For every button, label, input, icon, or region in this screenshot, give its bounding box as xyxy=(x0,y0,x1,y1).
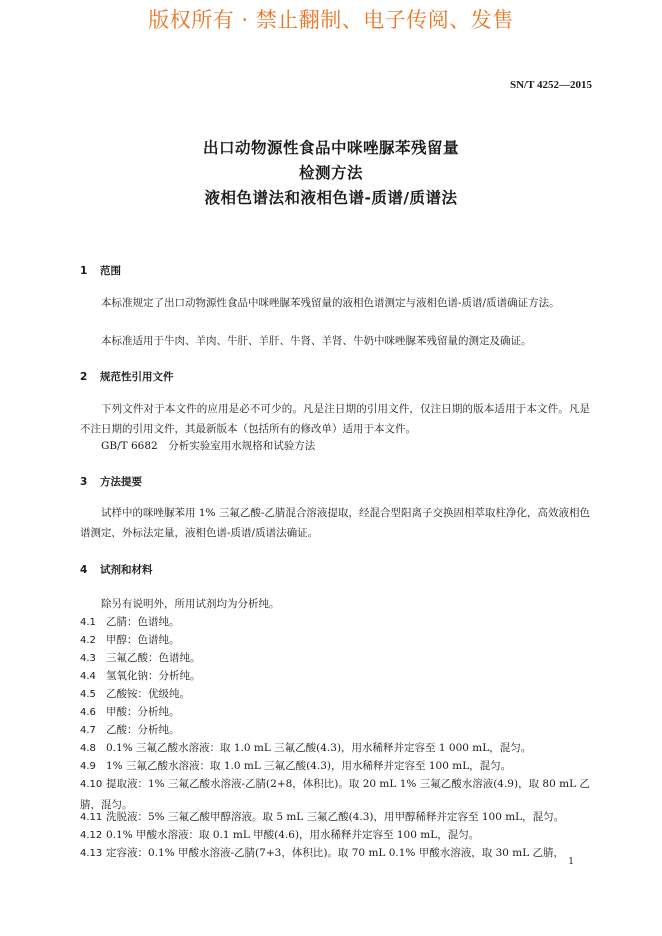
item-number: 4.2 xyxy=(80,635,96,646)
item-text: 1% 三氟乙酸水溶液：取 1.0 mL 三氟乙酸(4.3)，用水稀释并定容至 100 mL，混匀。 xyxy=(106,760,512,772)
section-number: 4 xyxy=(80,564,88,576)
item-text: 乙酸铵：优级纯。 xyxy=(106,688,190,700)
section-title: 规范性引用文件 xyxy=(100,371,174,383)
item-text: 洗脱液：5% 三氟乙酸甲醇溶液。取 5 mL 三氟乙酸(4.3)，用甲醇稀释并定容至 100 mL，混匀。 xyxy=(106,811,565,823)
item-text: 甲醇：色谱纯。 xyxy=(106,634,180,646)
standard-code: SN/T 4252—2015 xyxy=(509,79,592,91)
item-number: 4.13 xyxy=(80,848,103,859)
item-text: 甲酸：分析纯。 xyxy=(106,706,180,718)
page-number: 1 xyxy=(568,857,574,867)
item-text: 氢氧化钠：分析纯。 xyxy=(106,670,201,682)
item-text: 乙酸：分析纯。 xyxy=(106,724,180,736)
item-number: 4.8 xyxy=(80,743,96,754)
item-number: 4.5 xyxy=(80,689,96,700)
item-text: 提取液：1% 三氟乙酸水溶液-乙腈(2+8，体积比)。取 20 mL 1% 三氟乙酸水溶液(4.9)，取 80 mL 乙腈，混匀。 xyxy=(80,778,590,811)
section-2-heading xyxy=(80,369,174,384)
section-number: 2 xyxy=(80,371,88,383)
title-line-1: 出口动物源性食品中咪唑脲苯残留量 xyxy=(202,139,459,157)
section-number: 1 xyxy=(80,265,88,277)
item-text: 三氟乙酸：色谱纯。 xyxy=(106,652,201,664)
item-number: 4.12 xyxy=(80,830,103,841)
item-number: 4.4 xyxy=(80,671,96,682)
item-number: 4.6 xyxy=(80,707,96,718)
item-text: 定容液：0.1% 甲酸水溶液-乙腈(7+3，体积比)。取 70 mL 0.1% 甲酸水溶液，取 30 mL 乙腈， xyxy=(106,847,565,859)
section-1-heading xyxy=(80,263,121,278)
section-title: 试剂和材料 xyxy=(100,564,153,576)
section-3-paragraph-1: 试样中的咪唑脲苯用 1% 三氟乙酸-乙腈混合溶液提取，经混合型阳离子交换固相萃取柱净化，高效液相色谱测定，外标法定量，液相色谱-质谱/质谱法确证。 xyxy=(80,507,590,539)
item-text: 0.1% 甲酸水溶液：取 0.1 mL 甲酸(4.6)，用水稀释并定容至 100 mL，混匀。 xyxy=(106,829,480,841)
section-title: 方法提要 xyxy=(100,476,142,488)
item-number: 4.9 xyxy=(80,761,96,772)
item-text: 0.1% 三氟乙酸水溶液：取 1.0 mL 三氟乙酸(4.3)，用水稀释并定容至 1 000 mL，混匀。 xyxy=(106,742,532,754)
list-item xyxy=(80,843,590,864)
item-number: 4.7 xyxy=(80,725,96,736)
section-number: 3 xyxy=(80,476,88,488)
item-number: 4.10 xyxy=(80,779,103,790)
item-text: 乙腈：色谱纯。 xyxy=(106,616,180,628)
section-4-heading xyxy=(80,562,153,577)
copyright-banner: 版权所有 · 禁止翻制、电子传阅、发售 xyxy=(148,8,514,32)
section-1-paragraph-2: 本标准适用于牛肉、羊肉、牛肝、羊肝、牛肾、羊肾、牛奶中咪唑脲苯残留量的测定及确证。 xyxy=(101,335,532,347)
item-number: 4.1 xyxy=(80,617,96,628)
section-title: 范围 xyxy=(100,265,121,277)
item-number: 4.11 xyxy=(80,812,103,823)
section-4-intro: 除另有说明外，所用试剂均为分析纯。 xyxy=(101,598,280,610)
title-line-3: 液相色谱法和液相色谱-质谱/质谱法 xyxy=(204,189,458,207)
section-3-heading xyxy=(80,474,142,489)
section-2-paragraph-1: 下列文件对于本文件的应用是必不可少的。凡是注日期的引用文件，仅注日期的版本适用于本文件。凡是不注日期的引用文件，其最新版本（包括所有的修改单）适用于本文件。 xyxy=(80,403,590,435)
title-line-2: 检测方法 xyxy=(298,164,363,182)
item-number: 4.3 xyxy=(80,653,96,664)
section-2-reference: GB/T 6682 分析实验室用水规格和试验方法 xyxy=(101,440,316,452)
section-1-paragraph-1: 本标准规定了出口动物源性食品中咪唑脲苯残留量的液相色谱测定与液相色谱-质谱/质谱确证方法。 xyxy=(101,297,560,309)
